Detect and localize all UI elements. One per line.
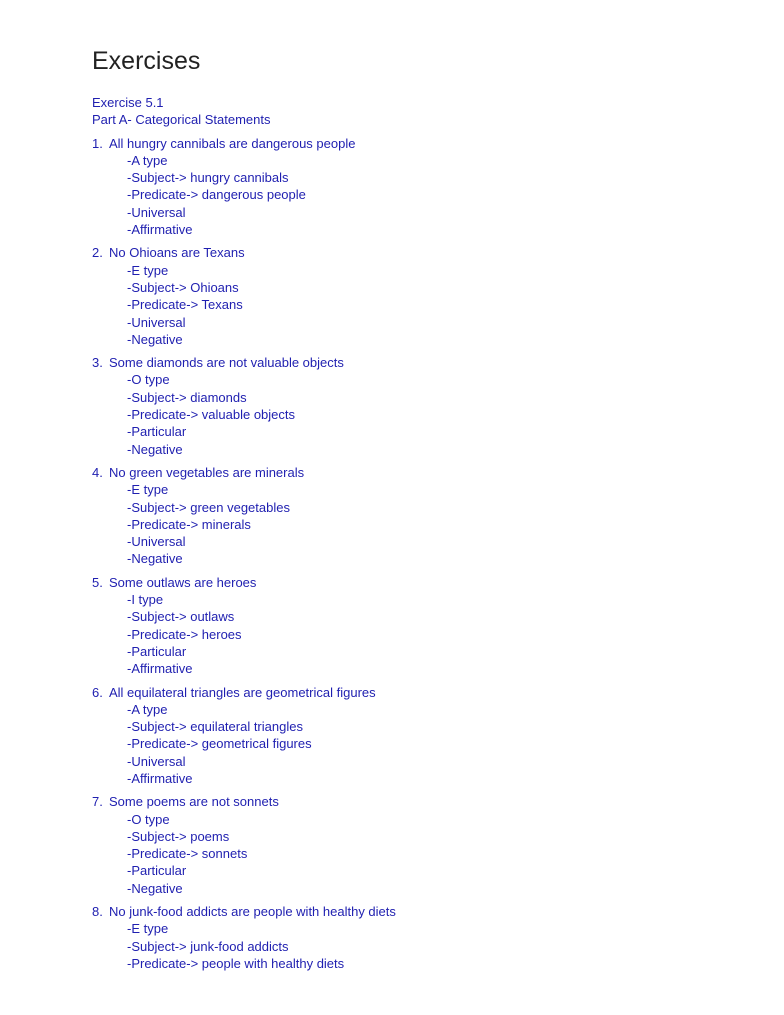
list-item <box>92 244 732 348</box>
statement-line <box>92 903 732 920</box>
detail-line: -Predicate-> dangerous people <box>127 187 306 203</box>
detail-line: -O type <box>127 811 170 827</box>
detail-line: -Particular <box>127 643 187 659</box>
detail-line: -Affirmative <box>127 222 193 238</box>
page-title: Exercises <box>92 47 201 75</box>
statement-line <box>92 354 732 371</box>
item-number: 7. <box>92 794 103 810</box>
detail-line: -O type <box>127 372 170 388</box>
item-number: 5. <box>92 574 103 590</box>
statement-text: No Ohioans are Texans <box>109 245 245 261</box>
detail-line: -Subject-> poems <box>127 828 230 844</box>
detail-line: -Subject-> diamonds <box>127 389 247 405</box>
exercise-heading: Exercise 5.1 <box>92 95 164 110</box>
item-number: 1. <box>92 135 103 151</box>
list-item <box>92 574 732 678</box>
detail-line: -Particular <box>127 424 187 440</box>
list-item <box>92 464 732 568</box>
list-item <box>92 135 732 239</box>
statement-text: All hungry cannibals are dangerous people <box>109 135 356 151</box>
item-number: 2. <box>92 245 103 261</box>
list-item <box>92 793 732 897</box>
detail-line: -Negative <box>127 441 183 457</box>
statement-line <box>92 793 732 810</box>
detail-line: -Subject-> hungry cannibals <box>127 170 289 186</box>
statement-line <box>92 684 732 701</box>
item-number: 6. <box>92 684 103 700</box>
detail-line: -Predicate-> minerals <box>127 516 251 532</box>
statement-text: Some poems are not sonnets <box>109 794 279 810</box>
detail-line: -Subject-> equilateral triangles <box>127 719 303 735</box>
statement-list <box>92 135 732 973</box>
detail-line: -Predicate-> heroes <box>127 626 242 642</box>
statement-text: No green vegetables are minerals <box>109 464 305 480</box>
detail-line: -Predicate-> valuable objects <box>127 407 296 423</box>
statement-line <box>92 244 732 261</box>
detail-line: -Negative <box>127 331 183 347</box>
statement-text: Some diamonds are not valuable objects <box>109 355 344 371</box>
detail-line: -Negative <box>127 880 183 896</box>
statement-text: All equilateral triangles are geometrical figures <box>109 684 376 700</box>
detail-line: -Subject-> junk-food addicts <box>127 938 289 954</box>
item-number: 8. <box>92 904 103 920</box>
detail-line: -Subject-> Ohioans <box>127 279 239 295</box>
detail-line: -Universal <box>127 534 186 550</box>
detail-line: -Universal <box>127 314 186 330</box>
detail-line: -I type <box>127 592 164 608</box>
detail-line: -Predicate-> geometrical figures <box>127 736 312 752</box>
detail-line: -Affirmative <box>127 770 193 786</box>
detail-line: -Negative <box>127 551 183 567</box>
statement-line <box>92 464 732 481</box>
detail-line: -Universal <box>127 753 186 769</box>
detail-line: -Universal <box>127 204 186 220</box>
detail-line: -E type <box>127 921 169 937</box>
statement-text: No junk-food addicts are people with healthy diets <box>109 904 396 920</box>
detail-line: -Predicate-> people with healthy diets <box>127 955 345 971</box>
detail-line: -Particular <box>127 863 187 879</box>
detail-line: -Predicate-> Texans <box>127 297 243 313</box>
detail-line: -E type <box>127 482 169 498</box>
item-number: 3. <box>92 355 103 371</box>
detail-line: -E type <box>127 262 169 278</box>
detail-line: -Subject-> green vegetables <box>127 499 290 515</box>
detail-line: -Affirmative <box>127 661 193 677</box>
statement-line <box>92 135 732 152</box>
list-item <box>92 684 732 788</box>
detail-line: -A type <box>127 701 168 717</box>
list-item <box>92 354 732 458</box>
statement-line <box>92 574 732 591</box>
item-number: 4. <box>92 464 103 480</box>
statement-text: Some outlaws are heroes <box>109 574 257 590</box>
detail-line: -Predicate-> sonnets <box>127 846 248 862</box>
detail-line: -Subject-> outlaws <box>127 609 235 625</box>
detail-line: -A type <box>127 152 168 168</box>
document-page <box>92 44 732 978</box>
part-heading: Part A- Categorical Statements <box>92 112 271 128</box>
list-item <box>92 903 732 972</box>
